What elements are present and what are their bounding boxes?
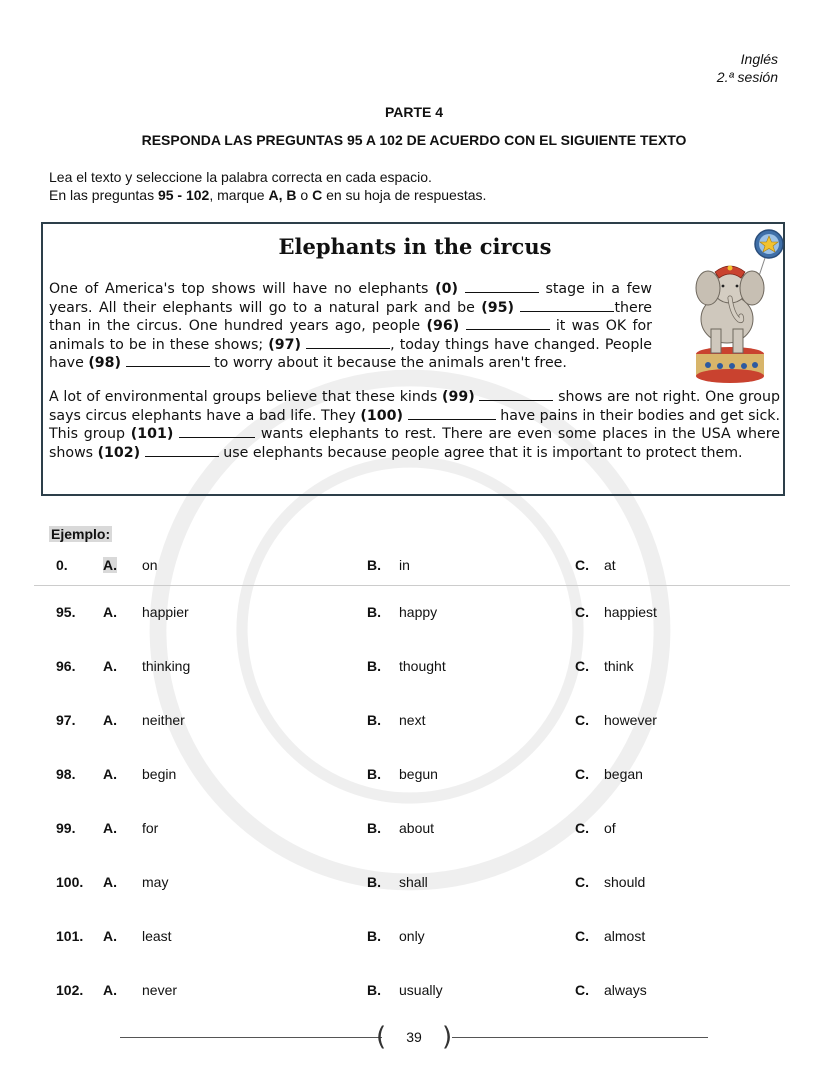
- circus-elephant-illustration: [675, 224, 785, 394]
- intro-line-2: En las preguntas 95 - 102, marque A, B o C en su hoja de respuestas.: [49, 187, 487, 203]
- question-row-99: [0, 820, 828, 840]
- option-letter-b: B.: [367, 928, 381, 944]
- option-letter-a: A.: [103, 928, 117, 944]
- question-row-100: [0, 874, 828, 894]
- example-label: Ejemplo:: [51, 526, 111, 542]
- option-a-text: neither: [142, 712, 185, 728]
- header-subject-session: [717, 50, 778, 86]
- footer-rule-left: [120, 1037, 382, 1038]
- question-number: 98.: [56, 766, 76, 782]
- question-number: 0.: [56, 557, 68, 573]
- option-letter-b: B.: [367, 874, 381, 890]
- option-b-text: begun: [399, 766, 438, 782]
- option-c-text: always: [604, 982, 647, 998]
- option-letter-a: A.: [103, 557, 117, 573]
- option-letter-a: A.: [103, 658, 117, 674]
- option-c-text: should: [604, 874, 646, 890]
- subject-label: Inglés: [740, 51, 778, 67]
- option-c-text: at: [604, 557, 616, 573]
- option-b-text: next: [399, 712, 426, 728]
- reading-title: Elephants in the circus: [278, 234, 552, 259]
- option-letter-c: C.: [575, 766, 589, 782]
- option-a-text: thinking: [142, 658, 191, 674]
- session-label: 2.ª sesión: [716, 69, 778, 85]
- question-number: 100.: [56, 874, 84, 890]
- option-letter-a: A.: [103, 766, 117, 782]
- option-a-text: least: [142, 928, 172, 944]
- question-row-102: [0, 982, 828, 1002]
- example-row: [0, 557, 828, 577]
- question-number: 96.: [56, 658, 76, 674]
- question-row-95: [0, 604, 828, 624]
- footer-bracket-right: ): [442, 1022, 453, 1052]
- option-letter-c: C.: [575, 658, 589, 674]
- option-a-text: may: [142, 874, 169, 890]
- question-number: 97.: [56, 712, 76, 728]
- option-c-text: however: [604, 712, 657, 728]
- option-letter-b: B.: [367, 820, 381, 836]
- option-letter-b: B.: [367, 557, 381, 573]
- option-letter-b: B.: [367, 658, 381, 674]
- option-b-text: shall: [399, 874, 428, 890]
- footer-rule-right: [452, 1037, 708, 1038]
- footer-bracket-left: (: [376, 1022, 387, 1052]
- option-a-text: begin: [142, 766, 177, 782]
- option-b-text: usually: [399, 982, 443, 998]
- question-number: 101.: [56, 928, 84, 944]
- option-a-text: never: [142, 982, 178, 998]
- reading-paragraph-1: One of America's top shows will have no elephants (0) stage in a few years. All their elephants will go to a natural park and be (95) there than in the circus. One hundred years ago, people (96) it was OK for animals to be in these shows; (97) , today things have changed. People have (98) to worry about it because the animals aren't free.: [49, 281, 652, 372]
- instruction-title: RESPONDA LAS PREGUNTAS 95 A 102 DE ACUERDO CON EL SIGUIENTE TEXTO: [141, 132, 687, 148]
- option-a-text: for: [142, 820, 159, 836]
- option-b-text: thought: [399, 658, 446, 674]
- option-letter-a: A.: [103, 982, 117, 998]
- option-c-text: happiest: [604, 604, 657, 620]
- option-letter-a: A.: [103, 820, 117, 836]
- option-letter-c: C.: [575, 982, 589, 998]
- option-letter-c: C.: [575, 712, 589, 728]
- option-letter-c: C.: [575, 820, 589, 836]
- part-title: PARTE 4: [384, 104, 444, 120]
- intro-instructions: [49, 168, 486, 204]
- option-letter-b: B.: [367, 766, 381, 782]
- option-c-text: almost: [604, 928, 646, 944]
- option-letter-a: A.: [103, 712, 117, 728]
- question-row-101: [0, 928, 828, 948]
- example-divider: [34, 585, 790, 586]
- option-c-text: began: [604, 766, 643, 782]
- option-a-text: happier: [142, 604, 189, 620]
- option-c-text: think: [604, 658, 634, 674]
- option-letter-c: C.: [575, 604, 589, 620]
- option-b-text: in: [399, 557, 410, 573]
- option-b-text: about: [399, 820, 435, 836]
- question-row-98: [0, 766, 828, 786]
- option-letter-c: C.: [575, 928, 589, 944]
- reading-paragraph-2: A lot of environmental groups believe that these kinds (99) shows are not right. One group says circus elephants have a bad life. They (100) have pains in their bodies and get sick. This group (101) wants elephants to rest. There are even some places in the USA where shows (102) use elephants because people agree that it is important to protect them.: [49, 389, 781, 461]
- option-letter-c: C.: [575, 874, 589, 890]
- question-number: 102.: [56, 982, 84, 998]
- option-letter-b: B.: [367, 982, 381, 998]
- option-a-text: on: [142, 557, 158, 573]
- option-letter-a: A.: [103, 874, 117, 890]
- option-b-text: happy: [399, 604, 438, 620]
- reading-text-box: [41, 222, 785, 496]
- question-number: 95.: [56, 604, 76, 620]
- question-number: 99.: [56, 820, 76, 836]
- question-row-96: [0, 658, 828, 678]
- option-b-text: only: [399, 928, 425, 944]
- question-row-97: [0, 712, 828, 732]
- option-letter-c: C.: [575, 557, 589, 573]
- option-c-text: of: [604, 820, 616, 836]
- option-letter-b: B.: [367, 712, 381, 728]
- option-letter-a: A.: [103, 604, 117, 620]
- option-letter-b: B.: [367, 604, 381, 620]
- intro-line-1: Lea el texto y seleccione la palabra correcta en cada espacio.: [49, 169, 432, 185]
- page-number: 39: [406, 1029, 422, 1045]
